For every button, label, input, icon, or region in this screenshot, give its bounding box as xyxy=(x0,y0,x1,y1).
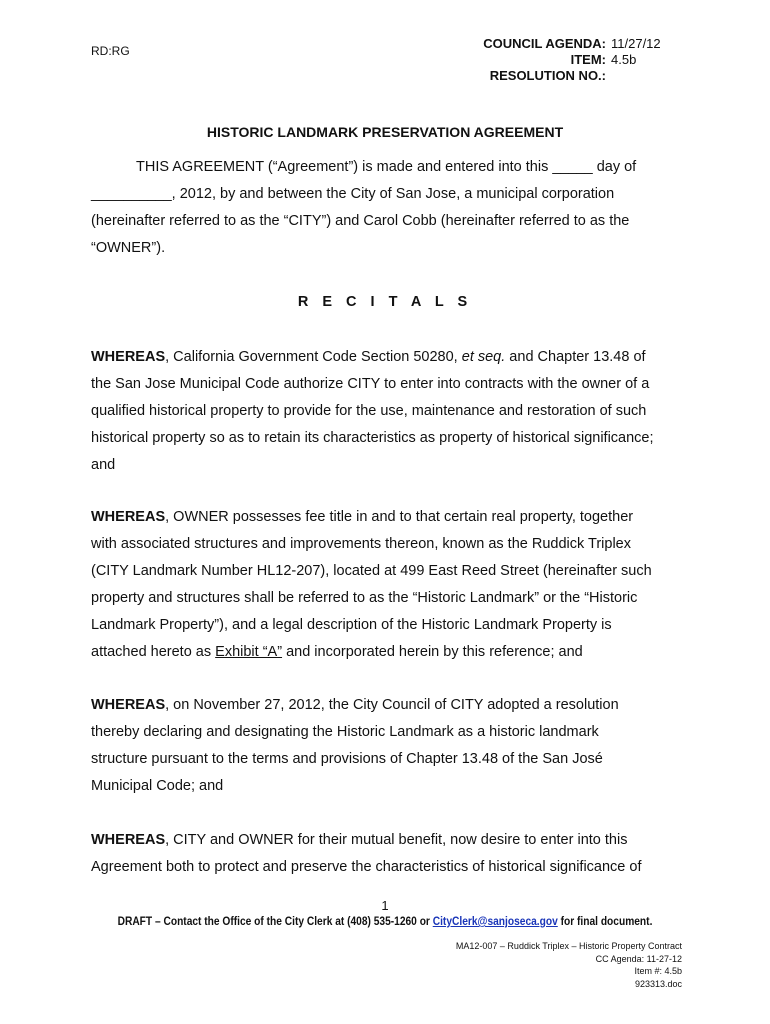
paragraph-line: property and structures shall be referred to as the “Historic Landmark” or the “Historic xyxy=(91,590,638,606)
paragraph-line: with associated structures and improvements thereon, known as the Ruddick Triplex xyxy=(91,536,631,552)
paragraph-line xyxy=(91,504,681,531)
whereas-paragraph-1 xyxy=(91,344,681,479)
intro-line: THIS AGREEMENT (“Agreement”) is made and entered into this _____ day of xyxy=(136,159,637,175)
text-span: and Chapter 13.48 of xyxy=(505,349,646,365)
text-span: , California Government Code Section 50280, xyxy=(165,349,462,365)
paragraph-line xyxy=(91,692,681,719)
paragraph-line: Landmark Property”), and a legal description of the Historic Landmark Property is xyxy=(91,617,612,633)
text-span: , OWNER possesses fee title in and to that certain real property, together xyxy=(165,509,634,525)
text-span: , CITY and OWNER for their mutual benefit, now desire to enter into this xyxy=(165,832,628,848)
footer-line: Item #: 4.5b xyxy=(634,966,682,976)
paragraph-line: and xyxy=(91,457,116,473)
paragraph-line: (CITY Landmark Number HL12-207), located at 499 East Reed Street (hereinafter such xyxy=(91,563,652,579)
whereas-label: WHEREAS xyxy=(91,697,166,713)
paragraph-line xyxy=(91,344,681,371)
footer-line: CC Agenda: 11-27-12 xyxy=(595,953,682,964)
paragraph-line: thereby declaring and designating the Historic Landmark as a historic landmark xyxy=(91,724,599,740)
paragraph-line: historical property so as to retain its characteristics as property of historical significance; xyxy=(91,430,654,446)
recitals-heading: R E C I T A L S xyxy=(297,294,473,310)
paragraph-line: qualified historical property to provide for the use, maintenance and restoration of such xyxy=(91,403,647,419)
paragraph-line: the San Jose Municipal Code authorize CITY to enter into contracts with the owner of a xyxy=(91,376,650,392)
paragraph-line: Municipal Code; and xyxy=(91,778,224,794)
exhibit-a-reference: Exhibit “A” xyxy=(215,644,283,660)
item-label: ITEM: xyxy=(570,52,606,67)
footer-line: 923313.doc xyxy=(634,978,682,989)
intro-line: “OWNER”). xyxy=(91,240,166,256)
council-agenda-label: COUNCIL AGENDA: xyxy=(483,36,606,51)
paragraph-line xyxy=(91,639,681,666)
whereas-paragraph-4 xyxy=(91,827,681,881)
footer-line: MA12-007 – Ruddick Triplex – Historic Property Contract xyxy=(455,941,682,951)
whereas-label: WHEREAS xyxy=(91,349,166,365)
text-span: attached hereto as xyxy=(91,644,216,660)
intro-line: (hereinafter referred to as the “CITY”) and Carol Cobb (hereinafter referred to as the xyxy=(91,213,630,229)
intro-line: __________, 2012, by and between the City of San Jose, a municipal corporation xyxy=(91,186,615,202)
document-initials: RD:RG xyxy=(91,44,130,58)
resolution-row xyxy=(470,68,661,84)
et-seq-text: et seq. xyxy=(461,349,506,365)
text-span: DRAFT – Contact the Office of the City Clerk at (408) 535-1260 or xyxy=(117,914,433,928)
council-agenda-value: 11/27/12 xyxy=(611,36,661,51)
whereas-label: WHEREAS xyxy=(91,832,166,848)
resolution-label: RESOLUTION NO.: xyxy=(489,68,606,83)
document-footer xyxy=(456,940,682,990)
city-clerk-email-link[interactable]: CityClerk@sanjoseca.gov xyxy=(432,914,558,928)
item-value: 4.5b xyxy=(611,52,637,67)
text-span: for final document. xyxy=(557,914,653,928)
document-title: HISTORIC LANDMARK PRESERVATION AGREEMENT xyxy=(206,124,564,140)
paragraph-line xyxy=(91,827,681,854)
draft-notice xyxy=(58,914,713,928)
paragraph-line: Agreement both to protect and preserve the characteristics of historical significance of xyxy=(91,859,642,875)
page-number: 1 xyxy=(381,898,389,913)
council-agenda-row xyxy=(470,36,661,52)
item-row xyxy=(470,52,661,68)
whereas-paragraph-2 xyxy=(91,504,681,666)
intro-paragraph xyxy=(91,154,681,262)
whereas-label: WHEREAS xyxy=(91,509,166,525)
text-span: , on November 27, 2012, the City Council of CITY adopted a resolution xyxy=(165,697,619,713)
agenda-block xyxy=(470,36,661,84)
whereas-paragraph-3 xyxy=(91,692,681,800)
text-span: and incorporated herein by this reference; and xyxy=(282,644,583,660)
paragraph-line: structure pursuant to the terms and provisions of Chapter 13.48 of the San José xyxy=(91,751,603,767)
